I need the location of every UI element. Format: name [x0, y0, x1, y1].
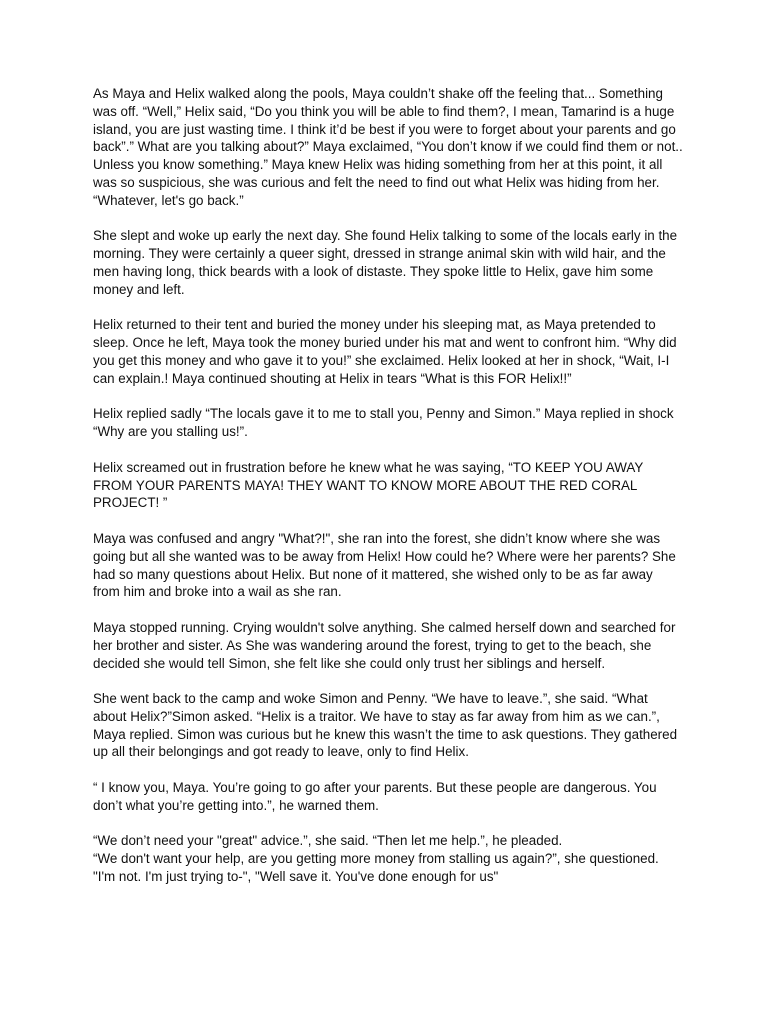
paragraph-9: “ I know you, Maya. You’re going to go after your parents. But these people are dangerous. You don’t what you’re getting into.”, he warned them. [93, 780, 657, 813]
paragraph-7: Maya stopped running. Crying wouldn't solve anything. She calmed herself down and searched for her brother and sister. As She was wandering around the forest, trying to get to the beach, she decided she would tell Simon, she felt like she could only trust her siblings and herself. [93, 619, 676, 671]
paragraph-5: Helix screamed out in frustration before he knew what he was saying, “TO KEEP YOU AWAY FROM YOUR PARENTS MAYA! THEY WANT TO KNOW MORE ABOUT THE RED CORAL PROJECT! ” [93, 459, 644, 511]
paragraph-3: Helix returned to their tent and buried the money under his sleeping mat, as Maya pretended to sleep. Once he left, Maya took the money buried under his mat and went to confront him. “Why did you get this money and who gave it to you!” she exclaimed. Helix looked at her in shock, “Wait, I-I can explain.! Maya continued shouting at Helix in tears “What is this FOR Helix!!” [93, 317, 677, 386]
document-body [93, 85, 683, 886]
paragraph-2: She slept and woke up early the next day. She found Helix talking to some of the locals early in the morning. They were certainly a queer sight, dressed in strange animal skin with wild hair, and the men having long, thick beards with a look of distaste. They spoke little to Helix, gave him some money and left. [93, 228, 678, 297]
paragraph-10: “We don’t need your "great" advice.”, she said. “Then let me help.”, he pleaded. “We don't want your help, are you getting more money from stalling us again?”, she questioned. "I'm not. I'm just trying to-", "Well save it. You've done enough for us" [93, 833, 659, 885]
paragraph-4: Helix replied sadly “The locals gave it to me to stall you, Penny and Simon.” Maya replied in shock “Why are you stalling us!”. [93, 406, 674, 440]
paragraph-8: She went back to the camp and woke Simon and Penny. “We have to leave.”, she said. “What about Helix?”Simon asked. “Helix is a traitor. We have to stay as far away from him as we can.”, Maya replied. Simon was curious but he knew this wasn’t the time to ask questions. They gathered up all their belongings and got ready to leave, only to find Helix. [93, 691, 678, 760]
paragraph-1: As Maya and Helix walked along the pools, Maya couldn’t shake off the feeling that... Something was off. “Well,” Helix said, “Do you think you will be able to find them?, I mean, Tamarind is a huge island, you are just wasting time. I think it’d be best if you were to forget about your parents and go back”.” What are you talking about?” Maya exclaimed, “You don’t know if we could find them or not.. Unless you know something.” Maya knew Helix was hiding something from her at this point, it all was so suspicious, she was curious and felt the need to find out what Helix was hiding from her. “Whatever, let's go back.” [93, 86, 683, 208]
paragraph-6: Maya was confused and angry "What?!", she ran into the forest, she didn’t know where she was going but all she wanted was to be away from Helix! How could he? Where were her parents? She had so many questions about Helix. But none of it mattered, she wished only to be as far away from him and broke into a wail as she ran. [93, 530, 676, 600]
